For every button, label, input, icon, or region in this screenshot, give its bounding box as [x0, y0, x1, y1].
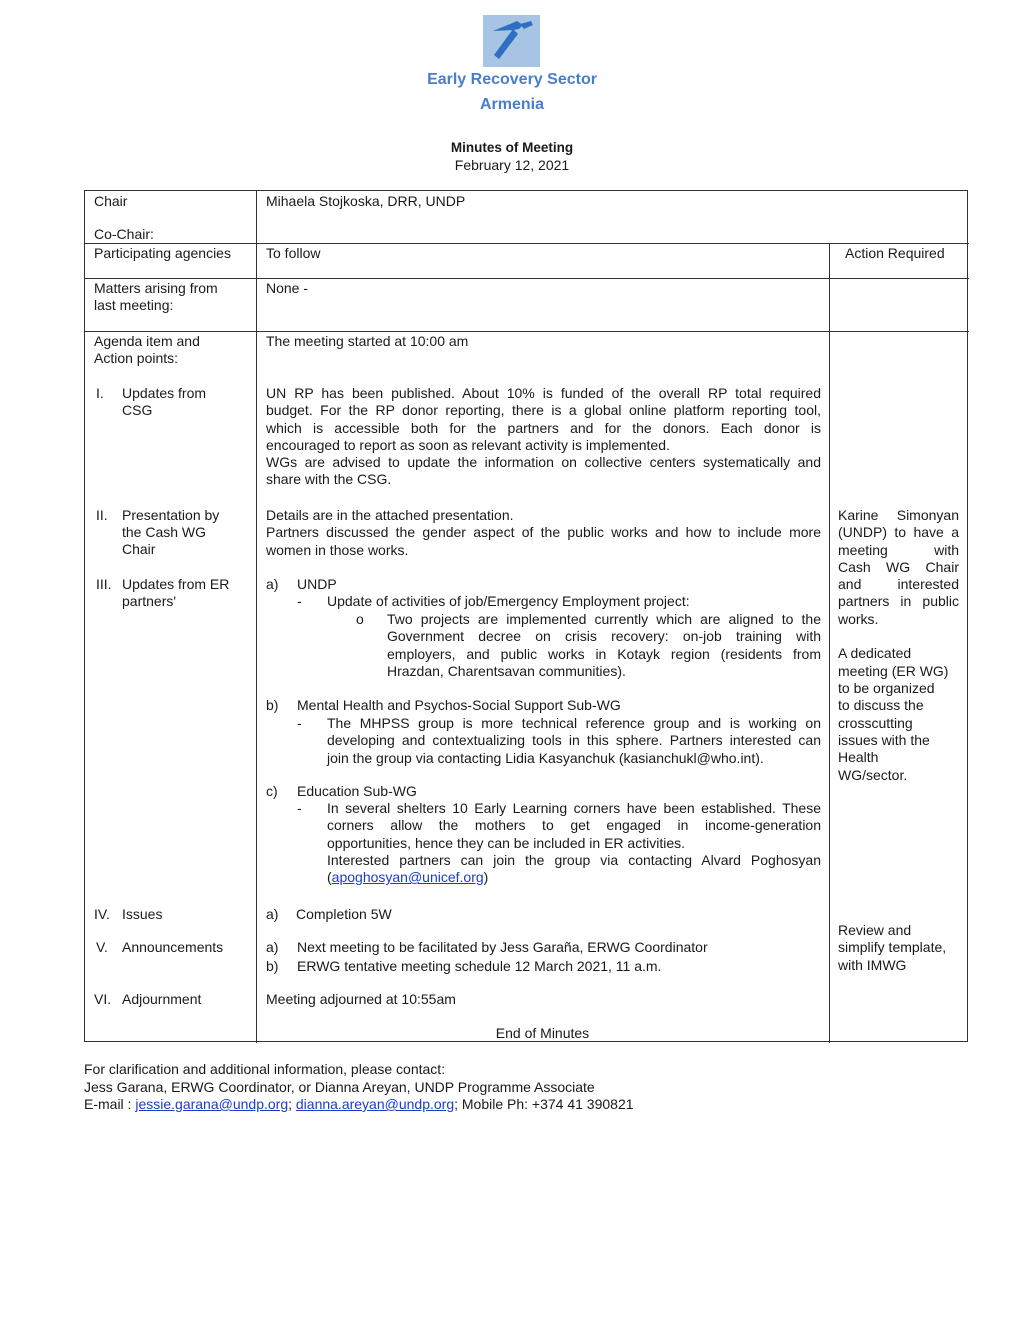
- action-line: meeting with: [838, 541, 959, 558]
- paragraph-line: corners allow the mothers to get engaged in income-generation: [327, 817, 821, 834]
- item-label: Updates from: [122, 385, 207, 401]
- paragraph-line: Details are in the attached presentation.: [266, 507, 514, 523]
- paragraph-line: encouraged to report as soon as relevant activity is implemented.: [266, 436, 670, 453]
- item-label: Announcements: [122, 939, 224, 955]
- paragraph-line: share with the CSG.: [266, 471, 392, 488]
- matters-label: Matters arising from: [94, 280, 218, 296]
- paragraph-line: Hrazdan, Charentsavan communities).: [387, 662, 626, 679]
- paragraph-line: developing and contextualizing tools in this sphere. Partners interested can: [327, 732, 821, 749]
- email-link-dianna[interactable]: dianna.areyan@undp.org: [295, 1096, 455, 1112]
- paragraph-line: employers, and public works in Kotayk region (residents from: [387, 645, 821, 662]
- list-item-text: Update of activities of job/Emergency Employment project:: [327, 593, 690, 609]
- hammer-icon: [483, 15, 540, 67]
- item-number: V.: [96, 939, 108, 955]
- agenda-label-2: Action points:: [94, 350, 179, 366]
- action-line: Review and: [838, 922, 912, 938]
- column-divider: [829, 243, 830, 1043]
- action-line: works.: [838, 610, 879, 627]
- paragraph-line: The MHPSS group is more technical reference group and is working on: [327, 715, 821, 731]
- email-link-jessie[interactable]: jessie.garana@undp.org: [135, 1096, 289, 1112]
- education-paragraph: [327, 800, 821, 886]
- row-divider: [85, 278, 969, 279]
- item-number: II.: [96, 507, 108, 523]
- list-item-title: UNDP: [297, 576, 337, 592]
- paragraph-line: Partners discussed the gender aspect of the public works and how to include more: [266, 524, 821, 541]
- issue-text: Completion 5W: [296, 906, 392, 922]
- paragraph-line: UN RP has been published. About 10% is funded of the overall RP total required: [266, 385, 821, 401]
- sector-logo: [483, 15, 540, 67]
- cash-action-text: [838, 507, 959, 628]
- list-marker: a): [266, 576, 279, 592]
- list-item-title: Education Sub-WG: [297, 783, 417, 799]
- paragraph-line: which is accessible both for the partners and for the donors. Each donor is: [266, 419, 821, 436]
- action-line: crosscutting: [838, 715, 913, 731]
- contact-names: Jess Garana, ERWG Coordinator, or Dianna Areyan, UNDP Programme Associate: [84, 1079, 595, 1095]
- email-separator: ;: [288, 1096, 296, 1112]
- dash-marker: -: [297, 593, 302, 609]
- item-label: CSG: [122, 402, 153, 418]
- item-number: VI.: [94, 991, 112, 1007]
- paragraph-line: Two projects are implemented currently which are aligned to the: [387, 611, 821, 627]
- action-line: to be organized: [838, 680, 935, 696]
- chair-value: Mihaela Stojkoska, DRR, UNDP: [266, 193, 466, 209]
- org-name: Early Recovery Sector: [427, 71, 597, 88]
- paragraph-line: budget. For the RP donor reporting, there is a global online platform reporting tool,: [266, 402, 821, 419]
- paren-open: (: [327, 869, 332, 886]
- action-line: partners in public: [838, 593, 959, 610]
- action-line: Karine Simonyan: [838, 507, 959, 523]
- list-marker: c): [266, 783, 278, 799]
- cochair-label: Co-Chair:: [94, 226, 154, 242]
- matters-label-2: last meeting:: [94, 297, 174, 313]
- action-line: WG/sector.: [838, 767, 908, 783]
- item-number: IV.: [94, 906, 110, 922]
- org-country: Armenia: [479, 96, 545, 113]
- dash-marker: -: [297, 715, 302, 731]
- document-title: Minutes of Meeting: [450, 140, 574, 155]
- email-link[interactable]: apoghosyan@unicef.org: [331, 869, 484, 886]
- paragraph-line: In several shelters 10 Early Learning corners have been established. These: [327, 800, 821, 816]
- item-number: I.: [96, 385, 104, 401]
- paragraph-line: Interested partners can join the group via contacting Alvard Poghosyan: [327, 851, 821, 868]
- announcement-text: ERWG tentative meeting schedule 12 March 2021, 11 a.m.: [297, 958, 662, 974]
- action-line: with IMWG: [838, 957, 907, 973]
- action-line: Cash WG Chair: [838, 558, 959, 575]
- contact-intro: For clarification and additional information, please contact:: [84, 1061, 446, 1077]
- action-line: Health: [838, 749, 879, 765]
- paragraph-line: [327, 869, 821, 886]
- action-line: meeting (ER WG): [838, 663, 949, 679]
- mobile-phone: ; Mobile Ph: +374 41 390821: [454, 1096, 634, 1112]
- paragraph-line: join the group via contacting Lidia Kasyanchuk (kasianchukl@who.int).: [327, 749, 764, 766]
- item-label: the Cash WG: [122, 524, 207, 540]
- minutes-table: [84, 190, 968, 1042]
- item-label: Adjournment: [122, 991, 202, 1007]
- item-label: Updates from ER: [122, 576, 230, 592]
- contact-emails: [84, 1096, 634, 1113]
- undp-projects-paragraph: [387, 611, 821, 680]
- paragraph-line: WGs are advised to update the information on collective centers systematically and: [266, 454, 821, 471]
- list-marker: a): [266, 906, 279, 922]
- paragraph-line: women in those works.: [266, 541, 409, 558]
- cash-wg-paragraph: [266, 507, 821, 559]
- item-number: III.: [96, 576, 112, 592]
- agenda-start: The meeting started at 10:00 am: [266, 333, 469, 349]
- adjournment-text: Meeting adjourned at 10:55am: [266, 991, 456, 1007]
- list-marker: b): [266, 958, 279, 974]
- item-label: partners': [122, 593, 177, 609]
- action-line: to discuss the: [838, 697, 924, 713]
- row-divider: [85, 331, 969, 332]
- matters-value: None -: [266, 280, 309, 296]
- action-required-header: Action Required: [845, 245, 945, 261]
- bullet-marker: o: [356, 611, 364, 627]
- list-marker: b): [266, 697, 279, 713]
- action-line: issues with the: [838, 732, 930, 748]
- agenda-label: Agenda item and: [94, 333, 200, 349]
- action-line: simplify template,: [838, 939, 947, 955]
- mhpss-paragraph: [327, 715, 821, 767]
- chair-label: Chair: [94, 193, 128, 209]
- announcement-text: Next meeting to be facilitated by Jess Garaña, ERWG Coordinator: [297, 939, 708, 955]
- action-line: (UNDP) to have a: [838, 524, 959, 541]
- item-label: Presentation by: [122, 507, 220, 523]
- participating-value: To follow: [266, 245, 321, 261]
- meeting-date: February 12, 2021: [454, 157, 570, 173]
- item-label: Chair: [122, 541, 156, 557]
- item-label: Issues: [122, 906, 163, 922]
- csg-update-paragraph: [266, 385, 821, 489]
- end-of-minutes: End of Minutes: [495, 1025, 590, 1041]
- column-divider: [256, 191, 257, 1043]
- row-divider: [85, 243, 969, 244]
- participating-label: Participating agencies: [94, 245, 231, 261]
- paren-close: ): [483, 869, 489, 886]
- paragraph-line: opportunities, hence they can be included in ER activities.: [327, 834, 685, 851]
- action-line: and interested: [838, 576, 959, 593]
- action-line: A dedicated: [838, 645, 912, 661]
- list-marker: a): [266, 939, 279, 955]
- email-label: E-mail :: [84, 1096, 136, 1112]
- paragraph-line: Government decree on crisis recovery: on-job training with: [387, 628, 821, 645]
- dash-marker: -: [297, 800, 302, 816]
- list-item-title: Mental Health and Psychos-Social Support Sub-WG: [297, 697, 621, 713]
